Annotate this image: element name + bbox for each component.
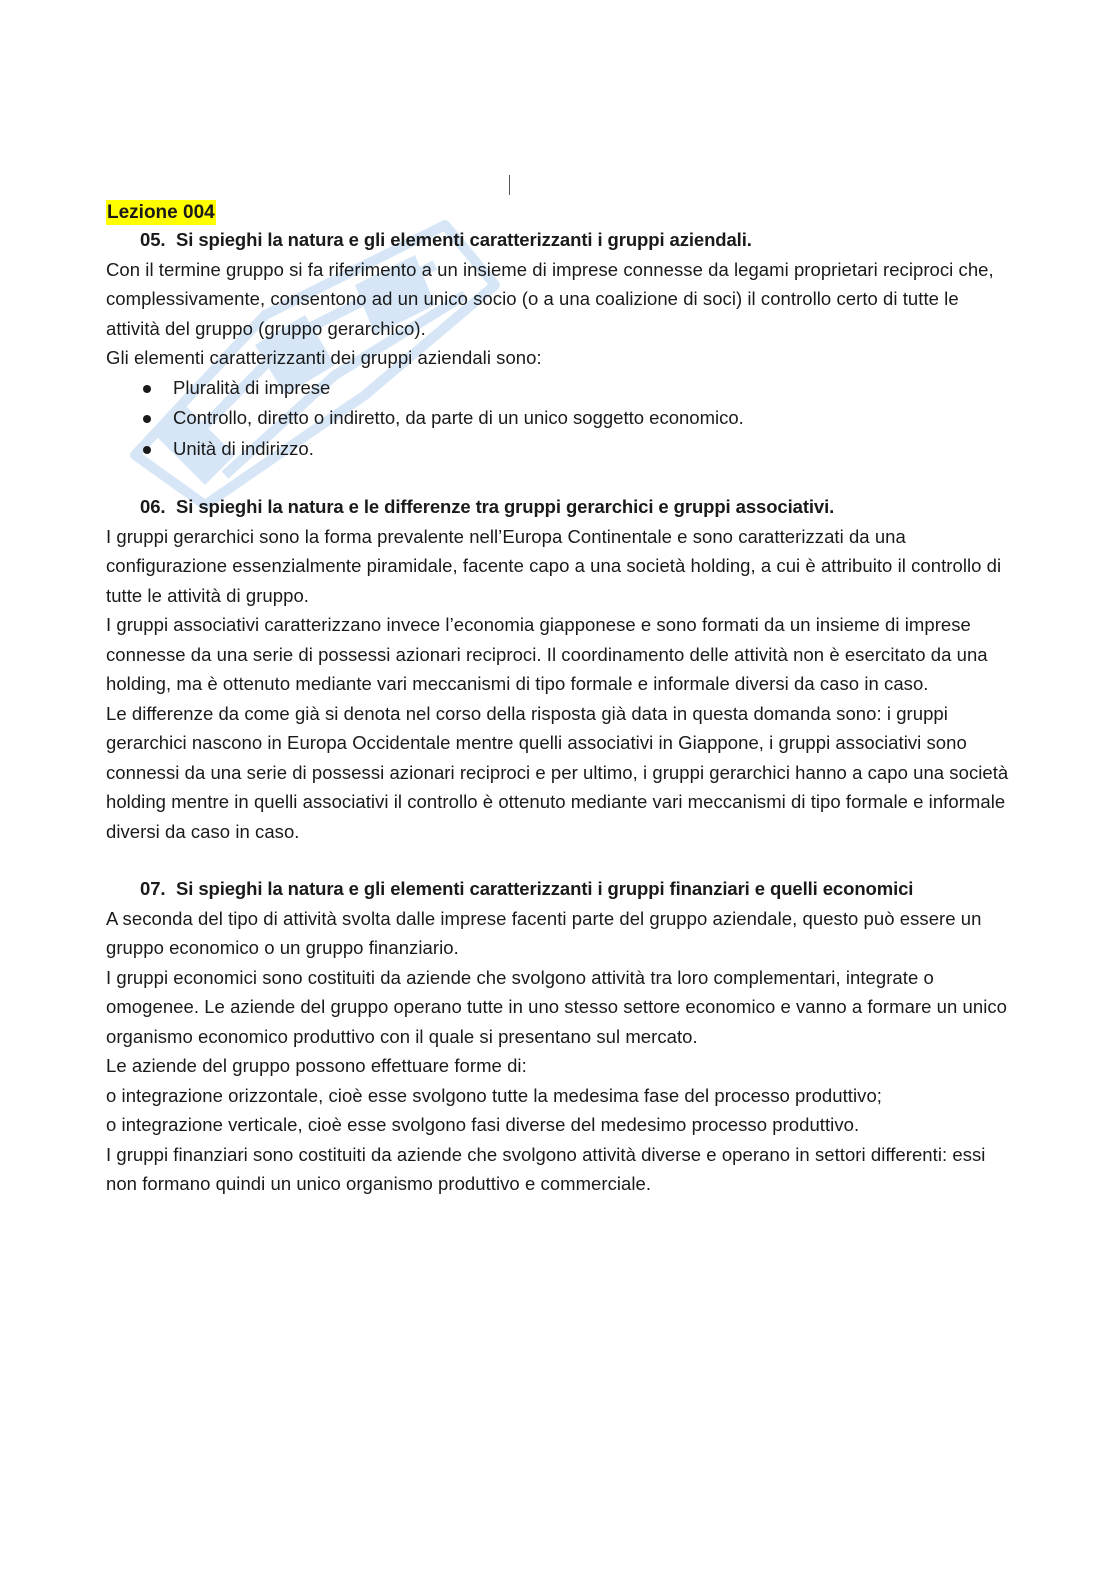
- question-heading: [106, 492, 1016, 522]
- bullet-icon: [143, 446, 151, 454]
- paragraph: Le aziende del gruppo possono effettuare forme di:: [106, 1055, 527, 1076]
- section-05: [106, 225, 1016, 464]
- lesson-label: Lezione 004: [107, 202, 215, 223]
- paragraph: o integrazione verticale, cioè esse svolgono fasi diverse del medesimo processo produttivo.: [106, 1114, 860, 1135]
- question-heading: [106, 225, 1016, 255]
- paragraph: Le differenze da come già si denota nel corso della risposta già data in questa domanda sono: i gruppi gerarchici nascono in Europa Occidentale mentre quelli associativi in Giappone, i gruppi associativi sono connessi da una serie di possessi azionari reciproci e per ultimo, i gruppi gerarchici hanno a capo una società holding mentre in quelli associativi il controllo è ottenuto mediante vari meccanismi di tipo formale e informale diversi da caso in caso.: [106, 702, 1009, 842]
- list-item: Pluralità di imprese: [106, 373, 1016, 404]
- bullet-icon: [143, 415, 151, 423]
- question-text: Si spieghi la natura e gli elementi caratterizzanti i gruppi finanziari e quelli economici: [176, 878, 914, 899]
- question-heading: [106, 874, 1016, 904]
- paragraph: Gli elementi caratterizzanti dei gruppi aziendali sono:: [106, 347, 542, 368]
- list-item: Controllo, diretto o indiretto, da parte di un unico soggetto economico.: [106, 403, 1016, 434]
- question-number: 05.: [140, 229, 166, 250]
- paragraph: I gruppi gerarchici sono la forma prevalente nell’Europa Continentale e sono caratterizzati da una configurazione essenzialmente piramidale, facente capo a una società holding, a cui è attribuito il controllo di tutte le attività di gruppo.: [106, 525, 1002, 606]
- paragraph: I gruppi economici sono costituiti da aziende che svolgono attività tra loro complementari, integrate o omogenee. Le aziende del gruppo operano tutte in uno stesso settore economico e vanno a formare un unico organismo economico produttivo con il quale si presentano sul mercato.: [106, 966, 1007, 1047]
- question-text: Si spieghi la natura e gli elementi caratterizzanti i gruppi aziendali.: [176, 229, 752, 250]
- paragraph: I gruppi associativi caratterizzano invece l’economia giapponese e sono formati da un insieme di imprese connesse da una serie di possessi azionari reciproci. Il coordinamento delle attività non è esercitato da una holding, ma è ottenuto mediante vari meccanismi di tipo formale e informale diversi da caso in caso.: [106, 614, 988, 694]
- question-number: 06.: [140, 496, 166, 517]
- section-07: [106, 874, 1016, 1199]
- paragraph: A seconda del tipo di attività svolta dalle imprese facenti parte del gruppo aziendale, questo può essere un gruppo economico o un gruppo finanziario.: [106, 907, 982, 958]
- section-06: [106, 492, 1016, 846]
- paragraph: o integrazione orizzontale, cioè esse svolgono tutte la medesima fase del processo produttivo;: [106, 1084, 882, 1106]
- document-body: [106, 200, 1016, 1199]
- spacer: [106, 846, 1016, 874]
- spacer: [106, 464, 1016, 492]
- lesson-heading: [106, 200, 1016, 225]
- question-number: 07.: [140, 878, 166, 899]
- paragraph: I gruppi finanziari sono costituiti da aziende che svolgono attività diverse e operano in settori differenti: essi non formano quindi un unico organismo produttivo e commerciale.: [106, 1143, 986, 1194]
- bullet-list: [106, 373, 1016, 465]
- list-item: Unità di indirizzo.: [106, 434, 1016, 465]
- question-text: Si spieghi la natura e le differenze tra gruppi gerarchici e gruppi associativi.: [176, 496, 835, 517]
- paragraph: Con il termine gruppo si fa riferimento a un insieme di imprese connesse da legami proprietari reciproci che, complessivamente, consentono ad un unico socio (o a una coalizione di soci) il controllo certo di tutte le attività del gruppo (gruppo gerarchico).: [106, 258, 994, 339]
- text-cursor: [509, 175, 510, 195]
- bullet-icon: [143, 385, 151, 393]
